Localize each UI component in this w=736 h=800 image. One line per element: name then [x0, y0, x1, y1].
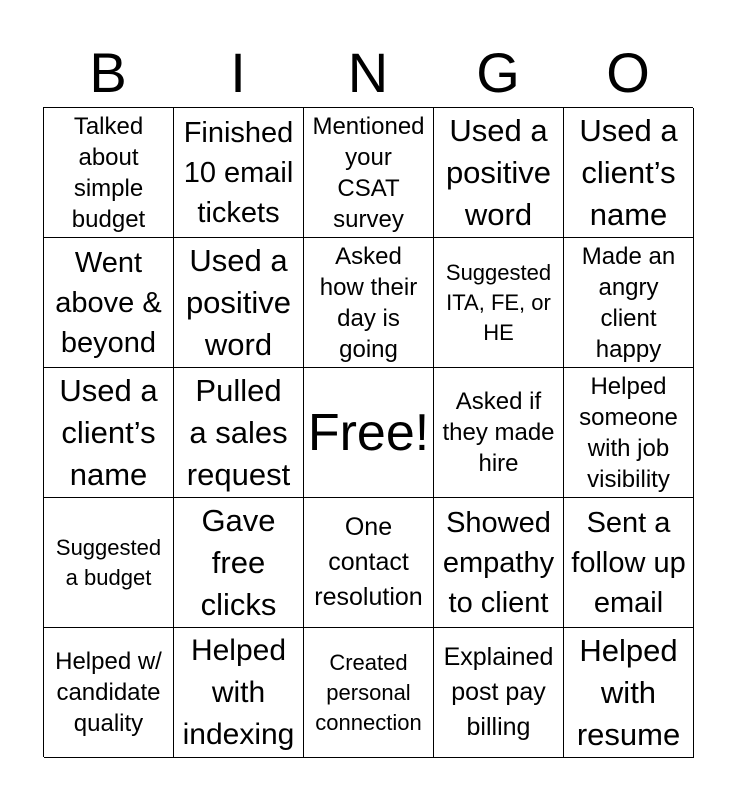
bingo-cell[interactable] — [44, 368, 174, 498]
bingo-cell-text: Talked about simple budget — [71, 112, 146, 233]
bingo-cell-text: Finished 10 email tickets — [183, 116, 294, 229]
bingo-cell[interactable] — [564, 498, 694, 628]
bingo-cell-text: Used a client’s name — [579, 112, 678, 232]
bingo-cell-text: Used a positive word — [185, 242, 292, 362]
bingo-cell-text: Helped w/ candidate quality — [55, 648, 162, 737]
bingo-cell[interactable] — [304, 628, 434, 758]
bingo-card-grid — [43, 107, 693, 757]
bingo-cell[interactable] — [564, 628, 694, 758]
header-letter-b: B — [89, 41, 127, 104]
bingo-cell-text: Used a positive word — [445, 112, 552, 232]
bingo-cell-text: Created personal connection — [315, 649, 422, 735]
bingo-cell[interactable] — [44, 238, 174, 368]
header-letter-n: N — [347, 41, 389, 104]
bingo-cell-text: Helped with indexing — [182, 633, 295, 751]
bingo-cell-text: Sent a follow up email — [571, 506, 686, 619]
bingo-cell-text: Suggested a budget — [55, 534, 162, 590]
bingo-cell-text: Pulled a sales request — [186, 372, 291, 492]
bingo-cell[interactable] — [304, 498, 434, 628]
bingo-cell-text: Explained post pay billing — [443, 643, 554, 741]
bingo-cell[interactable] — [174, 238, 304, 368]
bingo-cell-text: Suggested ITA, FE, or HE — [445, 259, 552, 345]
bingo-cell-text: Asked how their day is going — [319, 242, 418, 363]
bingo-cell[interactable] — [434, 238, 564, 368]
bingo-cell-text: Showed empathy to client — [442, 506, 555, 619]
bingo-cell-text: One contact resolution — [314, 513, 423, 611]
bingo-cell[interactable] — [44, 628, 174, 758]
free-space-cell[interactable] — [304, 368, 434, 498]
bingo-cell[interactable] — [434, 498, 564, 628]
bingo-cell-text: Asked if they made hire — [442, 388, 555, 477]
bingo-cell[interactable] — [434, 628, 564, 758]
bingo-cell[interactable] — [304, 238, 434, 368]
bingo-cell-text: Made an angry client happy — [581, 242, 676, 363]
bingo-cell[interactable] — [564, 368, 694, 498]
header-letter-o: O — [606, 41, 650, 104]
bingo-cell[interactable] — [174, 628, 304, 758]
bingo-cell[interactable] — [44, 498, 174, 628]
bingo-cell-text: Used a client’s name — [59, 372, 158, 492]
bingo-cell-text: Gave free clicks — [200, 502, 277, 622]
bingo-cell[interactable] — [434, 108, 564, 238]
header-letter-i: I — [230, 41, 246, 104]
bingo-cell-text: Helped someone with job visibility — [579, 372, 678, 493]
bingo-header — [43, 40, 693, 106]
bingo-cell[interactable] — [174, 108, 304, 238]
header-letter-g: G — [476, 41, 520, 104]
bingo-cell[interactable] — [174, 368, 304, 498]
bingo-cell-text: Helped with resume — [576, 632, 681, 752]
free-space-text: Free! — [307, 403, 430, 462]
bingo-cell[interactable] — [564, 238, 694, 368]
bingo-cell[interactable] — [564, 108, 694, 238]
bingo-cell[interactable] — [434, 368, 564, 498]
bingo-cell-text: Went above & beyond — [55, 246, 162, 359]
bingo-cell[interactable] — [174, 498, 304, 628]
bingo-cell[interactable] — [44, 108, 174, 238]
bingo-cell[interactable] — [304, 108, 434, 238]
bingo-cell-text: Mentioned your CSAT survey — [312, 112, 425, 233]
